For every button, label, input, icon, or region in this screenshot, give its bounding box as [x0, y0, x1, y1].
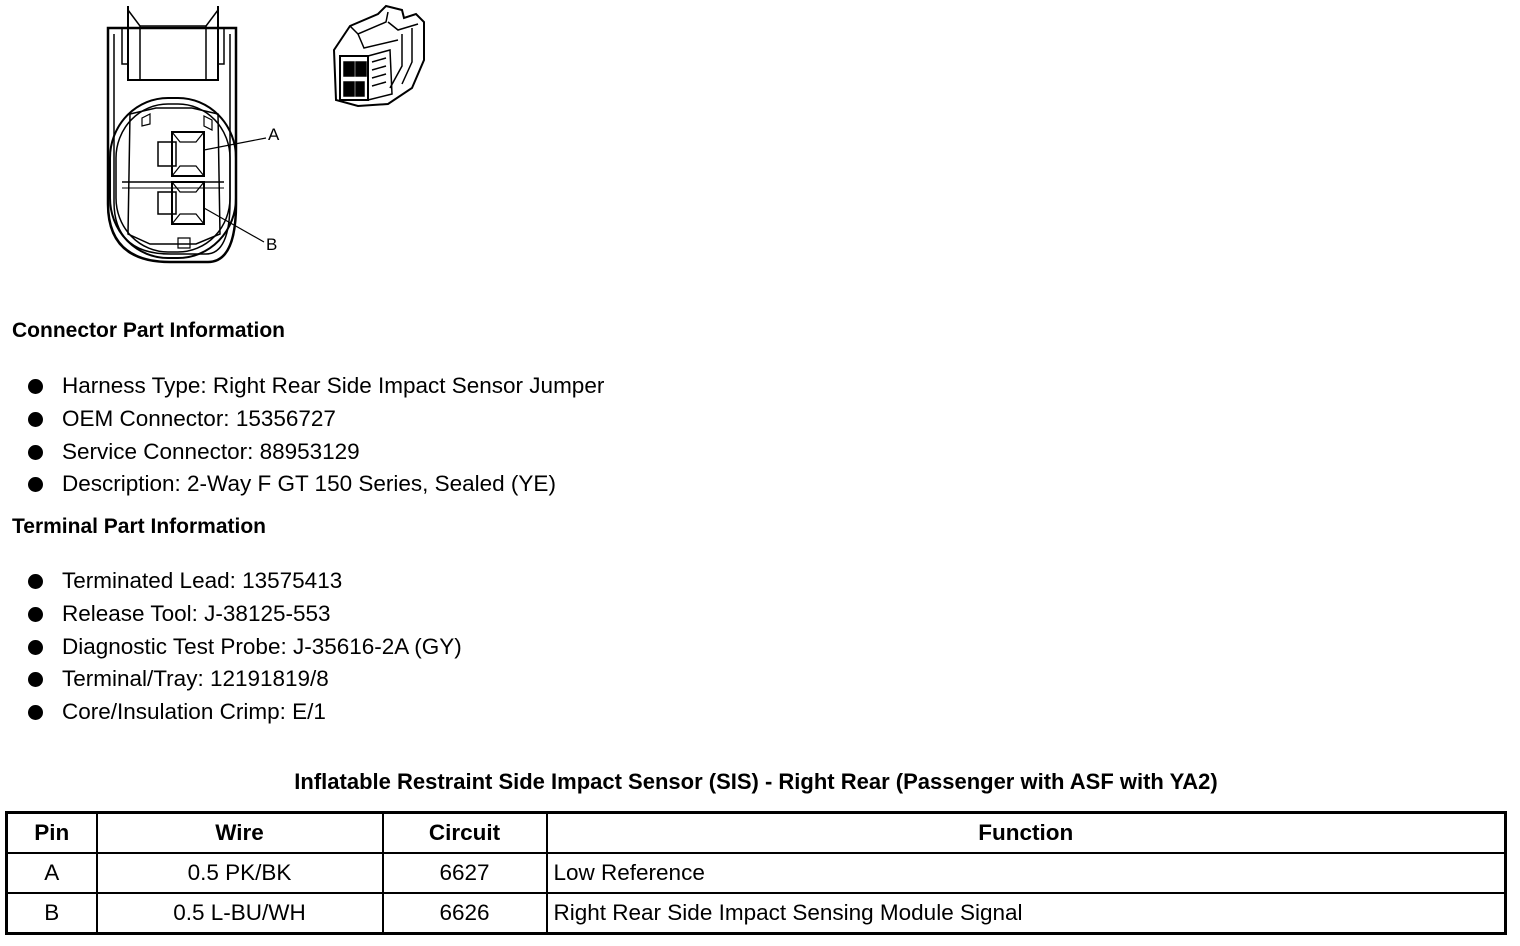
cell-wire: 0.5 PK/BK [97, 853, 383, 893]
list-item: Terminal/Tray: 12191819/8 [28, 663, 462, 696]
bullet-icon [28, 445, 43, 460]
list-item: Terminated Lead: 13575413 [28, 565, 462, 598]
header-pin: Pin [7, 813, 97, 854]
header-circuit: Circuit [383, 813, 547, 854]
table-row [7, 893, 1506, 934]
cell-wire: 0.5 L-BU/WH [97, 893, 383, 934]
bullet-icon [28, 477, 43, 492]
table-row [7, 853, 1506, 893]
list-item: Harness Type: Right Rear Side Impact Sensor Jumper [28, 370, 604, 403]
bullet-icon [28, 672, 43, 687]
pin-a-label: A [268, 125, 280, 144]
list-item: Description: 2-Way F GT 150 Series, Sealed (YE) [28, 468, 604, 501]
terminal-section-heading: Terminal Part Information [12, 515, 266, 538]
list-item: Core/Insulation Crimp: E/1 [28, 696, 462, 729]
bullet-icon [28, 640, 43, 655]
header-wire: Wire [97, 813, 383, 854]
list-item: OEM Connector: 15356727 [28, 403, 604, 436]
connector-section-heading: Connector Part Information [12, 319, 286, 342]
list-item: Diagnostic Test Probe: J-35616-2A (GY) [28, 631, 462, 664]
cell-circuit: 6627 [383, 853, 547, 893]
pin-b-label: B [266, 235, 278, 254]
list-item: Service Connector: 88953129 [28, 436, 604, 469]
table-header-row [7, 813, 1506, 854]
bullet-icon [28, 379, 43, 394]
connector-info-list [28, 370, 604, 501]
table-title: Inflatable Restraint Side Impact Sensor (SIS) - Right Rear (Passenger with ASF with YA2) [294, 769, 1218, 794]
list-item: Release Tool: J-38125-553 [28, 598, 462, 631]
bullet-icon [28, 412, 43, 427]
bullet-icon [28, 607, 43, 622]
cell-function: Low Reference [547, 853, 1506, 893]
cell-pin: A [7, 853, 97, 893]
terminal-info-list [28, 565, 462, 729]
connector-3d-view [328, 4, 440, 112]
header-function: Function [547, 813, 1506, 854]
cell-circuit: 6626 [383, 893, 547, 934]
cell-function: Right Rear Side Impact Sensing Module Signal [547, 893, 1506, 934]
cell-pin: B [7, 893, 97, 934]
bullet-icon [28, 574, 43, 589]
pin-table [5, 811, 1507, 935]
bullet-icon [28, 705, 43, 720]
